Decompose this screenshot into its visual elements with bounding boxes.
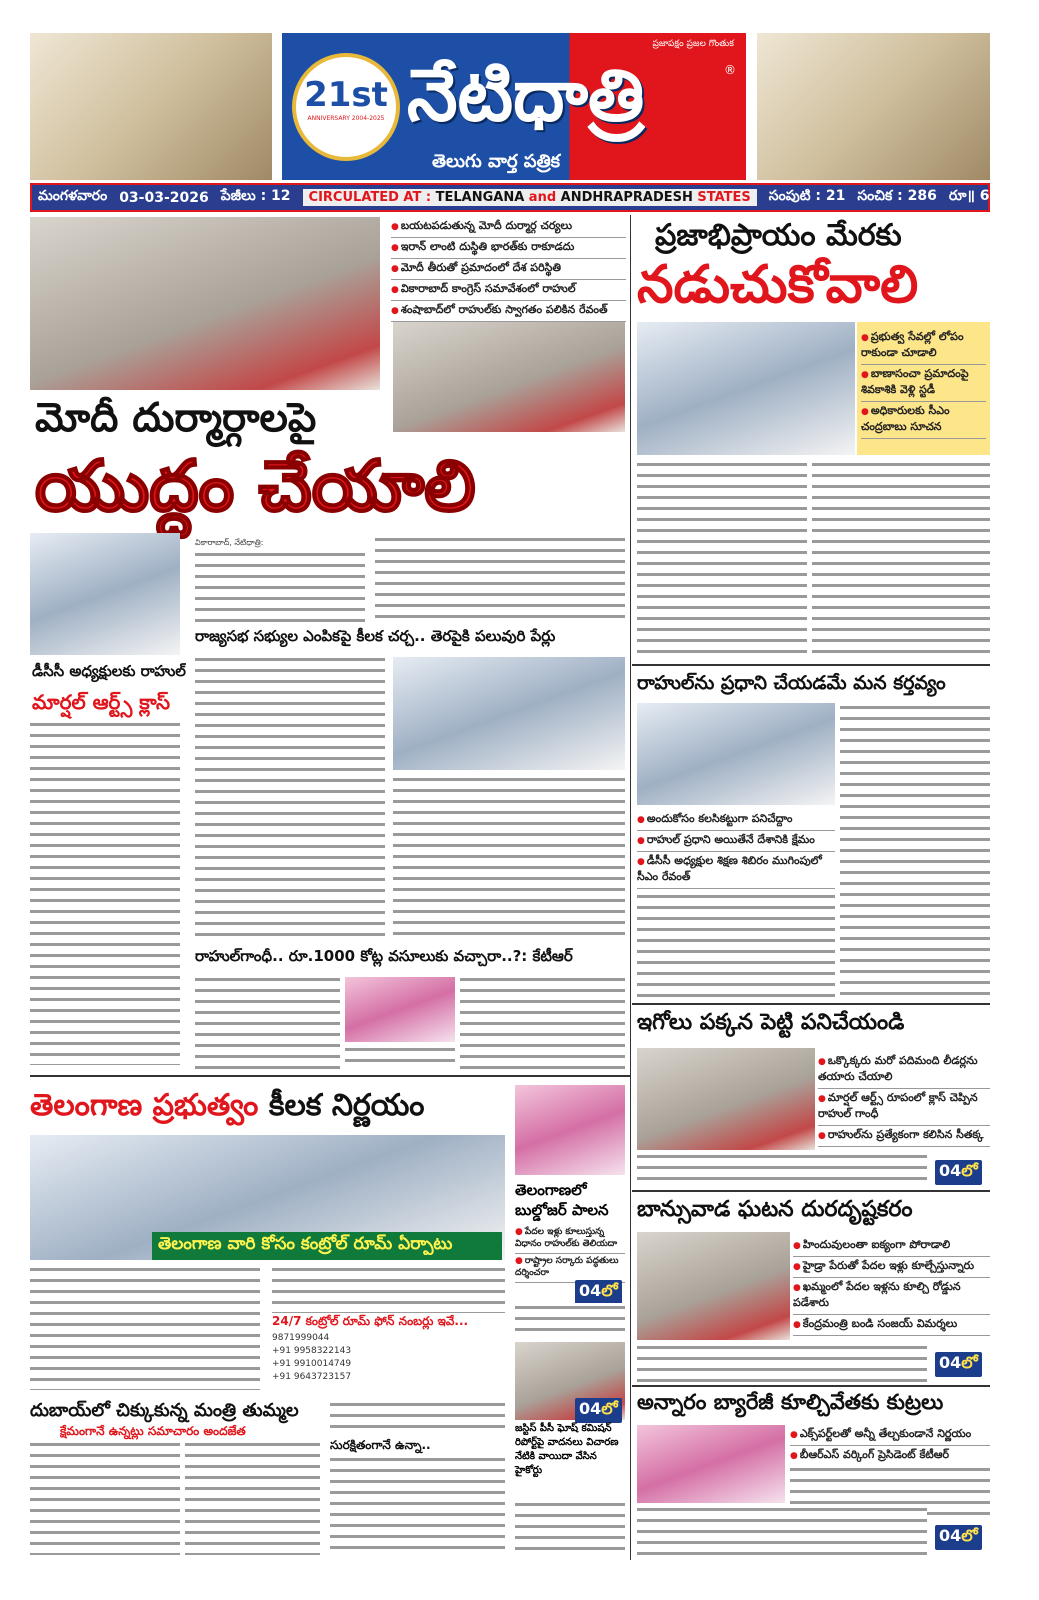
dateline-bar: మంగళవారం 03-03-2026 పేజీలు : 12 CIRCULATED AT : TELANGANA and ANDHRAPRADESH STATES సంపుటి : 21 సంచిక : 286 రూ॥ 6.00: [30, 183, 990, 212]
masthead: 21st ANNIVERSARY 2004-2025 ప్రజాపక్షం ప్రజల గొంతుక నేటిధాత్రి ® తెలుగు వార్త పత్రిక: [282, 33, 746, 180]
annaram-headline: అన్నారం బ్యారేజీ కూల్చివేతకు కుట్రలు: [637, 1390, 944, 1414]
ego-headline: ఇగోలు పక్కన పెట్టి పనిచేయండి: [637, 1010, 905, 1035]
control-room-caption: తెలంగాణ వారి కోసం కంట్రోల్ రూమ్ ఏర్పాటు: [152, 1232, 502, 1260]
pm-headline: రాహుల్‌ను ప్రధాని చేయడమే మన కర్తవ్యం: [637, 672, 946, 694]
anniversary-badge: 21st ANNIVERSARY 2004-2025: [292, 53, 400, 161]
tummala-headline: దుబాయ్‌లో చిక్కుకున్న మంత్రి తుమ్మల: [30, 1400, 299, 1421]
lead-photo-meeting: [30, 217, 380, 390]
lead-photo-hall: [393, 322, 625, 432]
continued-badge[interactable]: 04లో: [575, 1280, 622, 1305]
phone-numbers-heading: 24/7 కంట్రోల్ రూమ్ ఫోన్ నంబర్లు ఇవే...: [272, 1314, 469, 1328]
chandrababu-meeting-photo: [637, 322, 855, 455]
banswada-headline: బాన్సువాడ ఘటన దురదృష్టకరం: [637, 1197, 913, 1222]
martial-arts-headline: మార్షల్ ఆర్ట్స్ క్లాస్: [32, 690, 171, 714]
leaders-photo: [637, 1048, 815, 1150]
praja-kicker: ప్రజాభిప్రాయం మేరకు: [655, 218, 902, 253]
ktr-headline: రాహుల్‌గాంధీ.. రూ.1000 కోట్ల వసూలుకు వచ్చారా..?: కేటీఆర్: [195, 947, 573, 965]
ktr-press-photo: [637, 1425, 785, 1503]
praja-headline: నడుచుకోవాలి: [637, 255, 919, 315]
masthead-title: నేటిధాత్రి: [407, 53, 645, 137]
tg-govt-headline: తెలంగాణ ప్రభుత్వం కీలక నిర్ణయం: [30, 1088, 425, 1123]
praja-bullets: ● ప్రభుత్వ సేవల్లో లోపం రాకుండా చూడాలి ● బాణాసంచా ప్రమాదంపై శివకాశికి వెళ్లి స్టడీ ● అధికారులకు సీఎం చంద్రబాబు సూచన: [857, 322, 990, 455]
ktr-photo: [345, 977, 455, 1042]
revanth-photo: [637, 703, 835, 805]
telangana-map-illustration: [30, 33, 272, 180]
lead-kicker: మోదీ దుర్మార్గాలపై: [35, 395, 317, 441]
bulldozer-photo: [515, 1085, 625, 1175]
phone-list: 9871999044 +91 9958322143 +91 9910014749 +91 9643723157: [272, 1333, 352, 1382]
bulldozer-headline: తెలంగాణలో బుల్డోజర్ పాలన: [515, 1181, 609, 1219]
bandi-sanjay-photo: [637, 1232, 790, 1340]
andhra-map-illustration: [757, 33, 990, 180]
rahul-photo: [30, 533, 180, 655]
lead-headline: యుద్ధం చేయాలి: [35, 445, 476, 527]
circulation-box: CIRCULATED AT : TELANGANA and ANDHRAPRADESH STATES: [303, 189, 757, 206]
revanth-rahul-photo: [393, 657, 625, 770]
lead-bullets: ● బయటపడుతున్న మోదీ దుర్మార్గ చర్యలు ● ఇరాన్ లాంటి దుస్థితి భారత్‌కు రాకూడదు ● మోదీ తీరుతో ప్రమాదంలో దేశ పరిస్థితి ● వికారాబాద్ కాంగ్రెస్ సమావేశంలో రాహుల్ ● శంషాబాద్‌లో రాహుల్‌కు స్వాగతం పలికిన రేవంత్: [391, 217, 626, 322]
court-headline: జస్టిస్ పీసీ ఘోష్ కమిషన్ రిపోర్ట్‌పై వాదనలు విచారణ నేటికి వాయిదా వేసిన హైకోర్టు: [515, 1423, 619, 1476]
rajyasabha-headline: రాజ్యసభ సభ్యుల ఎంపికపై కీలక చర్చ.. తెరపైకి పలువురి పేర్లు: [195, 627, 556, 645]
